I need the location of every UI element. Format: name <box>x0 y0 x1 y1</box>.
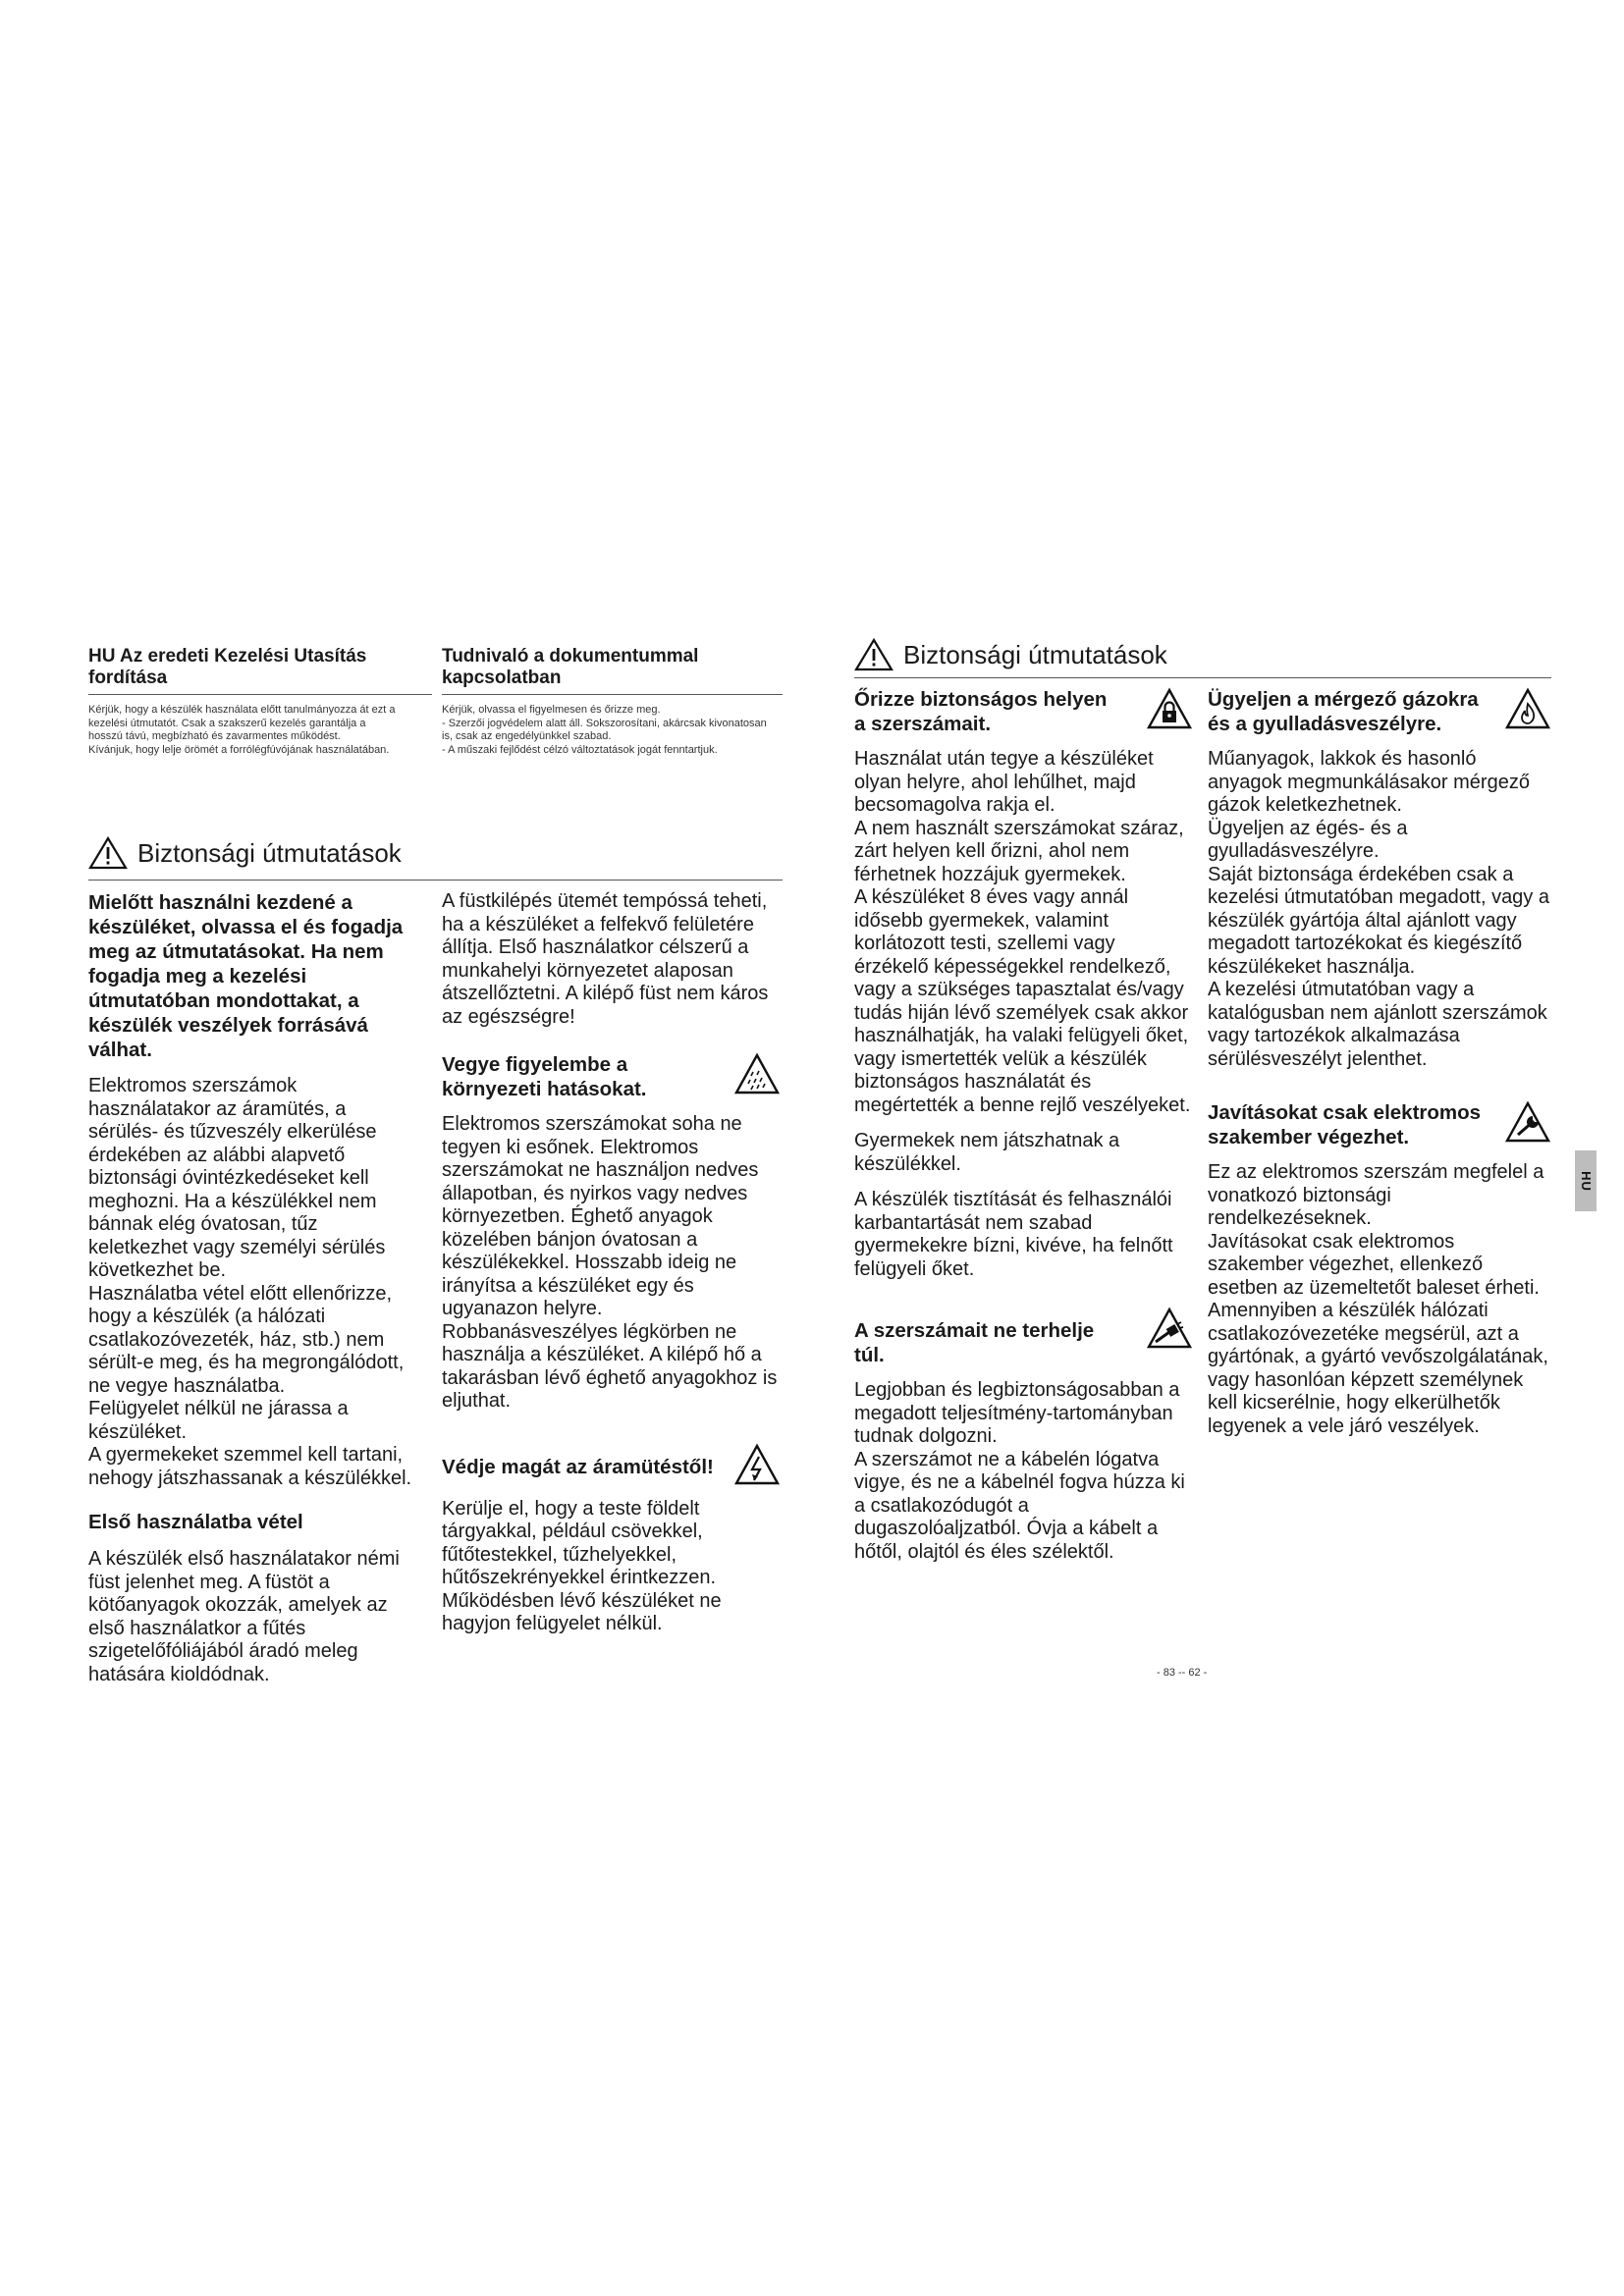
language-side-tab: HU <box>1575 1150 1597 1211</box>
header-col2-notes <box>442 704 776 757</box>
header-col1-title: HU Az eredeti Kezelési Utasítás fordítása <box>88 646 367 688</box>
store-heading: Őrizze biztonságos helyen a szerszámait. <box>854 687 1193 736</box>
electric-shock-icon <box>733 1443 781 1486</box>
paragraph: Ügyeljen az égés- és a gyulladásveszélyre. <box>1208 817 1408 862</box>
rain-warning-icon <box>733 1052 781 1095</box>
paragraph: Kerülje el, hogy a teste földelt tárgyakkal, például csövekkel, fűtőtestekkel, tűzhelyekkel, hűtőszekrényekkel érintkezzen. Működésben lévő készüléket ne hagyjon felügyelet nélkül. <box>442 1497 722 1634</box>
paragraph: A készülék tisztítását és felhasználói karbantartását nem szabad gyermekekre bízni, kivéve, ha felnőtt felügyeli őket. <box>854 1189 1173 1280</box>
first-use-heading: Első használatba vétel <box>88 1511 303 1533</box>
shock-heading: Védje magát az áramütéstől! <box>442 1443 781 1486</box>
paragraph: Ez az elektromos szerszám megfelel a vonatkozó biztonsági rendelkezéseknek. <box>1208 1161 1544 1229</box>
tiny-note: - A műszaki fejlődést célzó változtatások jogát fenntartjuk. <box>442 743 718 756</box>
tiny-note: Kérjük, hogy a készülék használata előtt tanulmányozza át ezt a kezelési útmutatót. Csak a szakszerű kezelés garantálja a hosszú távú, megbízható és zavarmentes működést. <box>88 704 396 742</box>
gas-heading: Ügyeljen a mérgező gázokra és a gyulladásveszélyre. <box>1208 687 1551 736</box>
overload-warning-icon <box>1146 1307 1193 1350</box>
repair-warning-icon <box>1504 1100 1551 1144</box>
page-number: - 83 -- 62 - <box>1157 1667 1208 1679</box>
paragraph: Saját biztonsága érdekében csak a kezelési útmutatóban megadott, vagy a készülék gyártója által ajánlott vagy megadott tartozékokat és kiegészítő készülékeket használja. <box>1208 863 1549 978</box>
paragraph: Használatba vétel előtt ellenőrizze, hogy a készülék (a hálózati csatlakozóvezeték, ház, stb.) nem sérült-e meg, és ha megrongálódott, ne vegye használatba. <box>88 1282 405 1397</box>
env-heading: Vegye figyelembe a környezeti hatásokat. <box>442 1052 781 1101</box>
paragraph: Elektromos szerszámok használatakor az áramütés, a sérülés- és tűzveszély elkerülése érdekében az alábbi alapvető biztonsági óvintézkedéseket kell meghozni. Ha a készülékkel nem bánnak elég óvatosan, tűz keletkezhet vagy személyi sérülés következhet be. <box>88 1075 386 1281</box>
paragraph: A nem használt szerszámokat száraz, zárt helyen kell őrizni, ahol nem férhetnek hozzájuk gyermekek. <box>854 817 1184 885</box>
paragraph: Legjobban és legbiztonságosabban a megadott teljesítmény-tartományban tudnak dolgozni. <box>854 1379 1180 1447</box>
tiny-note: Kérjük, olvassa el figyelmesen és őrizze meg. <box>442 704 661 716</box>
paragraph: A készülék első használatakor némi füst jelenhet meg. A füstöt a kötőanyagok okozzák, amelyek az első használatkor a fűtés szigetelőfóliájából áradó meleg hatására kioldódnak. <box>88 1548 400 1685</box>
warning-triangle-icon <box>88 836 128 870</box>
right-section-rule <box>854 677 1551 678</box>
intro-lead: Mielőtt használni kezdené a készüléket, olvassa el és fogadja meg az útmutatásokat. Ha nem fogadja meg a kezelési útmutatóban mondottakat, a készülék veszélyek forrásává válhat. <box>88 891 404 1061</box>
header-col1-notes <box>88 704 403 757</box>
flame-warning-icon <box>1504 687 1551 730</box>
paragraph: Elektromos szerszámokat soha ne tegyen ki esőnek. Elektromos szerszámokat ne használjon nedves állapotban, és nyirkos vagy nedves környezetben. Éghető anyagok közelében bánjon óvatosan a készülékekkel. Hosszabb ideig ne irányítsa a készüléket egy és ugyanazon helyre. Robbanásveszélyes légkörben ne használja a készüléket. A kilépő hő a takarásban lévő éghető anyagokhoz is eljuthat. <box>442 1113 778 1412</box>
header-col2-title: Tudnivaló a dokumentummal kapcsolatban <box>442 646 699 688</box>
paragraph: Amennyiben a készülék hálózati csatlakozóvezetéke megsérül, azt a gyártónak, a gyártó vevőszolgálatának, vagy hasonlóan képzett személynek kell kicserélnie, hogy elkerülhetők legyenek a vele járó veszélyek. <box>1208 1300 1548 1437</box>
paragraph: Használat után tegye a készüléket olyan helyre, ahol lehűlhet, majd becsomagolva rakja el. <box>854 748 1154 816</box>
middle-column <box>442 890 781 1636</box>
paragraph: A gyermekeket szemmel kell tartani, nehogy játszhassanak a készülékkel. <box>88 1444 412 1489</box>
right-right-column <box>1208 687 1551 1438</box>
warning-triangle-icon <box>854 638 893 671</box>
paragraph: A készüléket 8 éves vagy annál idősebb gyermekek, valamint korlátozott testi, szellemi vagy érzékelő képességekkel rendelkező, vagy a szükséges tapasztalat és/vagy tudás hiján lévő személyek csak akkor használhatják, ha valaki felügyeli őket, vagy ismertették velük a készülék biztonságos használatát és megértették a benne rejlő veszélyeket. <box>854 886 1191 1116</box>
paragraph: A szerszámot ne a kábelén lógatva vigye, és ne a kábelnél fogva húzza ki a csatlakozódugót a dugaszolóaljzatból. Óvja a kábelt a hőtől, olajtól és éles szélektől. <box>854 1448 1185 1563</box>
right-left-column <box>854 687 1193 1564</box>
header-col2-rule <box>442 694 783 695</box>
right-section-title: Biztonsági útmutatások <box>854 638 1167 671</box>
tiny-note: - Szerzői jogvédelem alatt áll. Sokszorosítani, akárcsak kivonatosan is, csak az engedélyünkkel szabad. <box>442 717 767 742</box>
paragraph: A kezelési útmutatóban vagy a katalógusban nem ajánlott szerszámok vagy tartozékok alkalmazása sérülésveszélyt jelenthet. <box>1208 979 1547 1070</box>
paragraph: Javításokat csak elektromos szakember végezhet, ellenkező esetben az üzemeltetőt baleset érheti. <box>1208 1230 1540 1299</box>
left-section-rule <box>88 880 783 881</box>
paragraph: Felügyelet nélkül ne járassa a készüléket. <box>88 1398 349 1443</box>
overload-heading: A szerszámait ne terhelje túl. <box>854 1307 1193 1367</box>
paragraph: A füstkilépés ütemét tempóssá teheti, ha a készüléket a felfekvő felületére állítja. Első használatkor célszerű a munkahelyi környezetet alaposan átszellőztetni. A kilépő füst nem káros az egészségre! <box>442 890 769 1028</box>
repair-heading: Javításokat csak elektromos szakember végezhet. <box>1208 1100 1551 1149</box>
left-column <box>88 890 412 1686</box>
tiny-note: Kívánjuk, hogy lelje örömét a forrólégfúvójának használatában. <box>88 743 390 756</box>
header-col1-rule <box>88 694 432 695</box>
paragraph: Műanyagok, lakkok és hasonló anyagok megmunkálásakor mérgező gázok keletkezhetnek. <box>1208 748 1530 816</box>
paragraph: Gyermekek nem játszhatnak a készülékkel. <box>854 1130 1120 1175</box>
lock-warning-icon <box>1146 687 1193 730</box>
left-section-title: Biztonsági útmutatások <box>88 836 402 870</box>
